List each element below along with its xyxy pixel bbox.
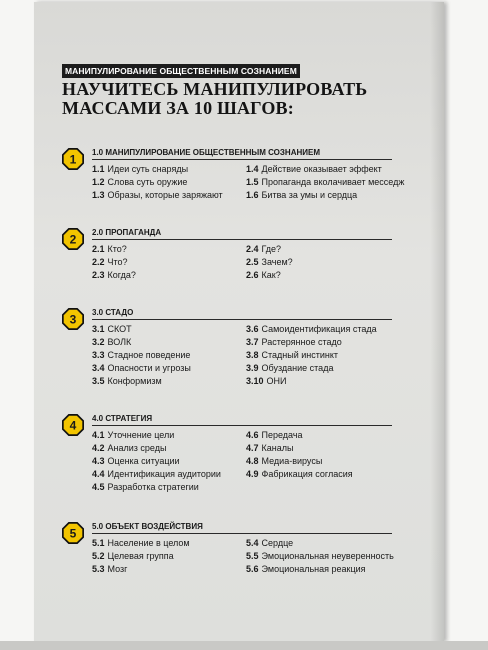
section-left-column <box>92 163 223 202</box>
title-line-1: НАУЧИТЕСЬ МАНИПУЛИРОВАТЬ <box>62 79 368 99</box>
list-item: 4.3 Оценка ситуации <box>92 456 180 466</box>
list-item: 4.6 Передача <box>246 430 303 440</box>
section-heading: 3.0 СТАДО <box>92 308 392 320</box>
list-item: 4.5 Разработка стратегии <box>92 482 199 492</box>
list-item: 3.6 Самоидентификация стада <box>246 324 377 334</box>
list-item: 5.2 Целевая группа <box>92 551 174 561</box>
list-item: 3.7 Растерянное стадо <box>246 337 342 347</box>
section-right-column <box>246 323 377 388</box>
title-line-2: МАССАМИ ЗА 10 ШАГОВ: <box>62 98 294 118</box>
badge-number: 5 <box>69 526 77 541</box>
list-item: 3.5 Конформизм <box>92 376 162 386</box>
section-heading: 2.0 ПРОПАГАНДА <box>92 228 392 240</box>
list-item: 5.1 Население в целом <box>92 538 190 548</box>
list-item: 2.4 Где? <box>246 244 282 254</box>
list-item: 5.3 Мозг <box>92 564 128 574</box>
octagon-badge-icon <box>62 308 84 330</box>
list-item: 1.4 Действие оказывает эффект <box>246 164 382 174</box>
section-left-column <box>92 537 190 576</box>
badge-number: 3 <box>69 312 77 327</box>
section-right-column <box>246 243 293 282</box>
list-item: 5.5 Эмоциональная неуверенность <box>246 551 394 561</box>
section-right-column <box>246 537 394 576</box>
section-heading: 1.0 МАНИПУЛИРОВАНИЕ ОБЩЕСТВЕННЫМ СОЗНАНИЕМ <box>92 148 392 160</box>
list-item: 3.8 Стадный инстинкт <box>246 350 339 360</box>
pre-title: МАНИПУЛИРОВАНИЕ ОБЩЕСТВЕННЫМ СОЗНАНИЕМ <box>62 64 300 78</box>
list-item: 3.1 СКОТ <box>92 324 132 334</box>
list-item: 2.5 Зачем? <box>246 257 293 267</box>
list-item: 3.9 Обуздание стада <box>246 363 334 373</box>
section-right-column <box>246 163 404 202</box>
section-heading: 4.0 СТРАТЕГИЯ <box>92 414 392 426</box>
list-item: 4.1 Уточнение цели <box>92 430 175 440</box>
page-bottom-edge <box>0 641 488 650</box>
list-item: 1.6 Битва за умы и сердца <box>246 190 358 200</box>
octagon-badge-icon <box>62 522 84 544</box>
list-item: 2.6 Как? <box>246 270 281 280</box>
list-item: 2.2 Что? <box>92 257 128 267</box>
list-item: 2.1 Кто? <box>92 244 127 254</box>
list-item: 1.1 Идеи суть снаряды <box>92 164 189 174</box>
list-item: 4.9 Фабрикация согласия <box>246 469 353 479</box>
list-item: 3.3 Стадное поведение <box>92 350 191 360</box>
list-item: 4.7 Каналы <box>246 443 294 453</box>
list-item: 4.4 Идентификация аудитории <box>92 469 221 479</box>
section-left-column <box>92 243 136 282</box>
section-right-column <box>246 429 353 481</box>
octagon-badge-icon <box>62 148 84 170</box>
octagon-badge-icon <box>62 228 84 250</box>
octagon-badge-icon <box>62 414 84 436</box>
list-item: 5.4 Сердце <box>246 538 294 548</box>
list-item: 1.2 Слова суть оружие <box>92 177 188 187</box>
list-item: 2.3 Когда? <box>92 270 136 280</box>
section-left-column <box>92 323 191 388</box>
list-item: 3.2 ВОЛК <box>92 337 132 347</box>
list-item: 4.2 Анализ среды <box>92 443 167 453</box>
badge-number: 4 <box>69 418 77 433</box>
section-left-column <box>92 429 221 494</box>
badge-number: 1 <box>69 152 77 167</box>
list-item: 3.4 Опасности и угрозы <box>92 363 191 373</box>
list-item: 1.3 Образы, которые заряжают <box>92 190 223 200</box>
section-heading: 5.0 ОБЪЕКТ ВОЗДЕЙСТВИЯ <box>92 522 392 534</box>
list-item: 3.10 ОНИ <box>246 376 287 386</box>
list-item: 5.6 Эмоциональная реакция <box>246 564 366 574</box>
badge-number: 2 <box>69 232 77 247</box>
list-item: 4.8 Медиа-вирусы <box>246 456 323 466</box>
list-item: 1.5 Пропаганда вколачивает месседж <box>246 177 405 187</box>
page-title <box>62 80 392 118</box>
